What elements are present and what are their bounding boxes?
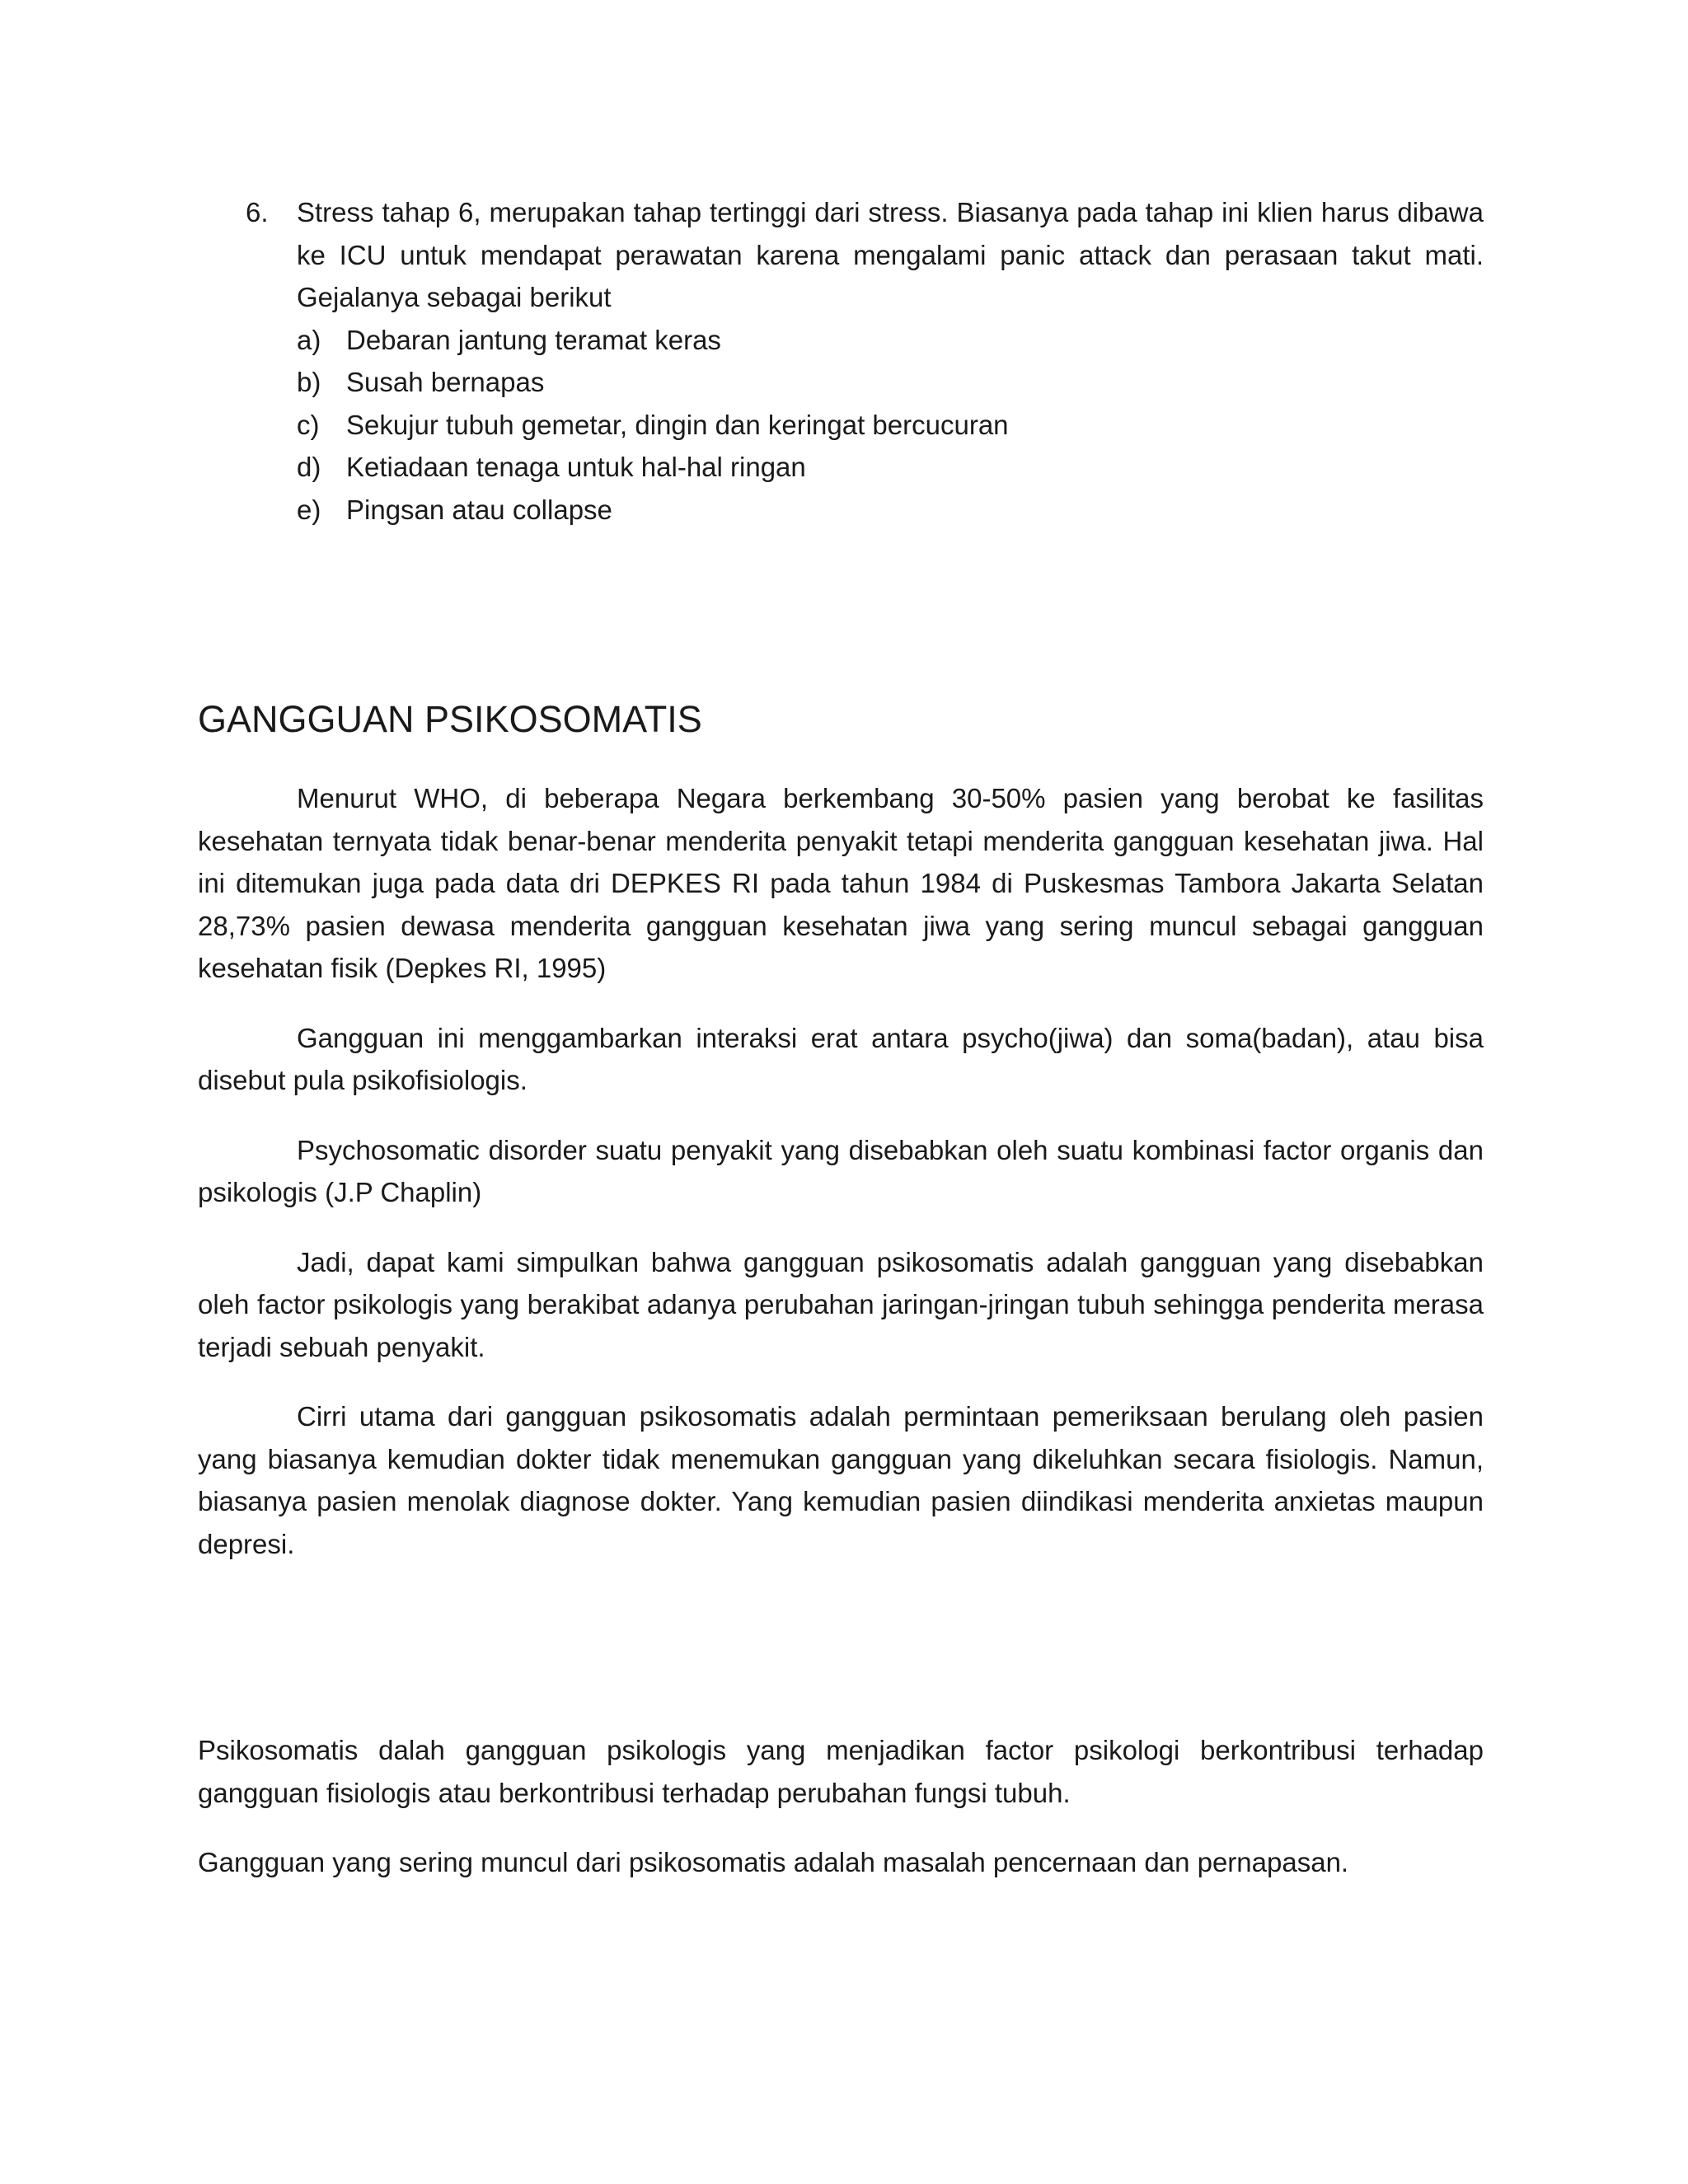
list-item: [297, 446, 1484, 489]
list-item-letter: c): [297, 409, 320, 440]
item-number: 6.: [246, 197, 269, 227]
item-text: Stress tahap 6, merupakan tahap tertinggi dari stress. Biasanya pada tahap ini klien harus dibawa ke ICU untuk mendapat perawatan karena mengalami panic attack dan perasaan takut mati. Gejalanya sebagai berikut: [297, 197, 1484, 312]
section-heading: GANGGUAN PSIKOSOMATIS: [198, 698, 702, 740]
paragraph-interaction: Gangguan ini menggambarkan interaksi erat antara psycho(jiwa) dan soma(badan), atau bisa disebut pula psikofisiologis.: [198, 1022, 1484, 1095]
list-item-text: Ketiadaan tenaga untuk hal-hal ringan: [346, 452, 806, 482]
list-item: [297, 361, 1484, 404]
list-item-text: Sekujur tubuh gemetar, dingin dan keringat bercucuran: [346, 409, 1009, 440]
list-item-text: Susah bernapas: [346, 367, 545, 397]
list-item-letter: d): [297, 452, 321, 482]
numbered-item-6: [198, 191, 1484, 319]
list-item-letter: b): [297, 367, 321, 397]
paragraph-who: Menurut WHO, di beberapa Negara berkembang 30-50% pasien yang berobat ke fasilitas kesehatan ternyata tidak benar-benar menderita penyakit tetapi menderita gangguan kesehatan jiwa. Hal ini ditemukan juga pada data dri DEPKES RI pada tahun 1984 di Puskesmas Tambora Jakarta Selatan 28,73% pasien dewasa menderita gangguan kesehatan jiwa yang sering muncul sebagai gangguan kesehatan fisik (Depkes RI, 1995): [198, 783, 1484, 983]
paragraph-conclusion: Jadi, dapat kami simpulkan bahwa gangguan psikosomatis adalah gangguan yang disebabkan oleh factor psikologis yang berakibat adanya perubahan jaringan-jringan tubuh sehingga penderita merasa terjadi sebuah penyakit.: [198, 1246, 1484, 1362]
paragraph-common-disorders: Gangguan yang sering muncul dari psikosomatis adalah masalah pencernaan dan pernapasan.: [198, 1847, 1349, 1877]
paragraph-definition: Psikosomatis dalah gangguan psikologis yang menjadikan factor psikologi berkontribusi terhadap gangguan fisiologis atau berkontribusi terhadap perubahan fungsi tubuh.: [198, 1735, 1484, 1808]
symptom-list: [198, 319, 1484, 532]
paragraph-chaplin: Psychosomatic disorder suatu penyakit yang disebabkan oleh suatu kombinasi factor organis dan psikologis (J.P Chaplin): [198, 1134, 1484, 1207]
list-item-letter: e): [297, 494, 321, 525]
list-item: [297, 404, 1484, 447]
section-body: [198, 777, 1484, 1565]
closing-body: [198, 1729, 1484, 1884]
stress-stage-6-block: [198, 191, 1484, 531]
list-item: [297, 489, 1484, 532]
list-item-letter: a): [297, 324, 321, 355]
list-item-text: Debaran jantung teramat keras: [346, 324, 721, 355]
list-item-text: Pingsan atau collapse: [346, 494, 612, 525]
paragraph-main-feature: Cirri utama dari gangguan psikosomatis adalah permintaan pemeriksaan berulang oleh pasien yang biasanya kemudian dokter tidak menemukan gangguan yang dikeluhkan secara fisiologis. Namun, biasanya pasien menolak diagnose dokter. Yang kemudian pasien diindikasi menderita anxietas maupun depresi.: [198, 1401, 1484, 1559]
list-item: [297, 319, 1484, 362]
